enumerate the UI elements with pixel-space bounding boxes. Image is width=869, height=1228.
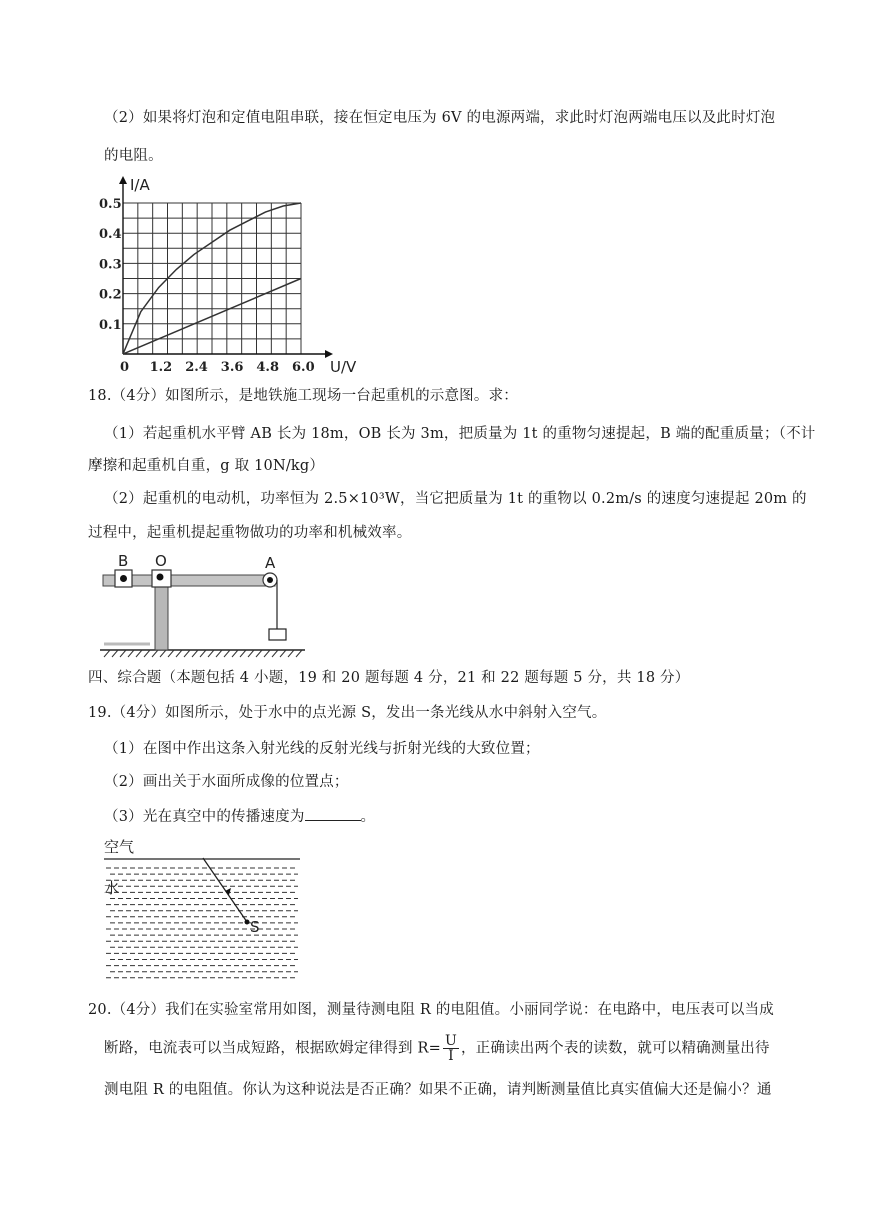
y-tick-label: 0.3 — [99, 257, 122, 273]
ohms-law-fraction — [443, 1034, 459, 1063]
q19-part2: （2）画出关于水面所成像的位置点； — [104, 774, 349, 790]
y-tick-label: 0.5 — [99, 197, 122, 212]
crane-label-o: O — [155, 552, 167, 570]
x-tick-label: 0 — [120, 360, 130, 375]
q19-part1: （1）在图中作出这条入射光线的反射光线与折射光线的大致位置； — [104, 741, 540, 757]
q18-part1-line1: （1）若起重机水平臂 AB 长为 18m，OB 长为 3m，把质量为 1t 的重物匀速提起，B 端的配重质量；（不计 — [104, 426, 816, 442]
q18-part2-line1: （2）起重机的电动机，功率恒为 2.5×10³W，当它把质量为 1t 的重物以 0.2m/s 的速度匀速提起 20m 的 — [104, 491, 807, 507]
y-tick-label: 0.4 — [99, 227, 122, 243]
q19-stem: 19.（4分）如图所示，处于水中的点光源 S，发出一条光线从水中斜射入空气。 — [88, 705, 607, 721]
q20-line1: 20.（4分）我们在实验室常用如图，测量待测电阻 R 的电阻值。小丽同学说：在电路中，电压表可以当成 — [88, 1002, 774, 1018]
q17-part2-line2: 的电阻。 — [104, 148, 163, 164]
crane-label-a: A — [265, 554, 276, 572]
fraction-numerator: U — [444, 1033, 457, 1049]
section4-title: 四、综合题（本题包括 4 小题，19 和 20 题每题 4 分，21 和 22 题每题 5 分，共 18 分） — [88, 670, 690, 686]
q20-line2 — [104, 1034, 770, 1063]
q19-part3-prefix: （3）光在真空中的传播速度为 — [104, 809, 305, 825]
q19-part3-suffix: 。 — [360, 809, 376, 825]
x-tick-label: 1.2 — [149, 360, 173, 375]
x-tick-label: 3.6 — [220, 360, 244, 375]
q20-line3: 测电阻 R 的电阻值。你认为这种说法是否正确？如果不正确，请判断测量值比真实值偏大还是偏小？通 — [104, 1082, 772, 1098]
crane-label-b: B — [118, 552, 129, 570]
x-tick-label: 4.8 — [256, 360, 280, 375]
x-axis-label: U/V — [330, 358, 357, 376]
water-dashes — [106, 868, 298, 978]
q20-line2-a: 断路，电流表可以当成短路，根据欧姆定律得到 R= — [104, 1040, 441, 1057]
fraction-denominator: I — [448, 1048, 454, 1064]
label-air: 空气 — [104, 838, 135, 856]
y-tick-label: 0.2 — [99, 287, 122, 303]
q17-part2-line1: （2）如果将灯泡和定值电阻串联，接在恒定电压为 6V 的电源两端，求此时灯泡两端电压以及此时灯泡 — [104, 110, 776, 126]
x-tick-label: 2.4 — [185, 360, 208, 375]
q18-part2-line2: 过程中，起重机提起重物做功的功率和机械效率。 — [88, 525, 412, 541]
x-tick-label: 6.0 — [292, 360, 315, 375]
q18-part1-line2: 摩擦和起重机自重，g 取 10N/kg） — [88, 458, 325, 474]
y-tick-label: 0.1 — [99, 317, 122, 333]
y-axis-label: I/A — [130, 176, 150, 194]
q18-stem: 18.（4分）如图所示，是地铁施工现场一台起重机的示意图。求： — [88, 388, 518, 404]
label-s: S — [250, 918, 260, 936]
q20-line2-b: ，正确读出两个表的读数，就可以精确测量出待 — [460, 1040, 770, 1057]
label-water: 水 — [104, 879, 120, 897]
